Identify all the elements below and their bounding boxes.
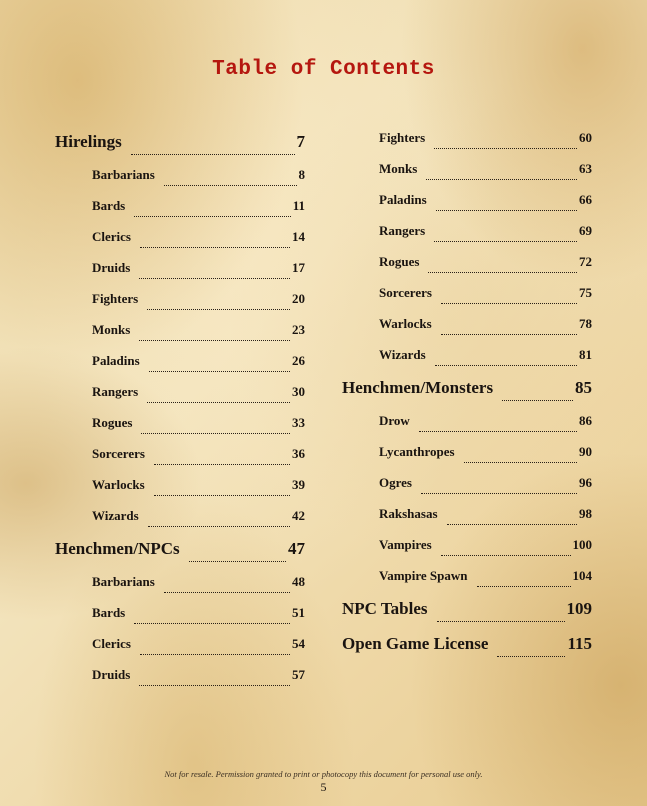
dot-leader xyxy=(419,431,577,432)
toc-entry-page-number: 8 xyxy=(298,167,305,182)
toc-entry-page-number: 78 xyxy=(579,316,592,331)
dot-leader xyxy=(497,656,565,657)
dot-leader xyxy=(428,272,577,273)
toc-subsection-entry[interactable] xyxy=(55,628,305,659)
toc-entry-page-number: 11 xyxy=(292,198,305,213)
toc-entry-page-number: 100 xyxy=(572,537,592,552)
toc-subsection-entry[interactable] xyxy=(342,467,592,498)
toc-entry-label: Barbarians xyxy=(92,167,155,182)
toc-subsection-entry[interactable] xyxy=(55,345,305,376)
toc-entry-label: Monks xyxy=(379,161,418,176)
dot-leader xyxy=(436,210,577,211)
toc-entry-page-number: 75 xyxy=(579,285,592,300)
toc-entry-page-number: 26 xyxy=(292,353,305,368)
toc-subsection-entry[interactable] xyxy=(342,529,592,560)
dot-leader xyxy=(134,623,290,624)
toc-entry-label: Paladins xyxy=(92,353,140,368)
toc-subsection-entry[interactable] xyxy=(342,308,592,339)
toc-entry-page-number: 7 xyxy=(296,132,305,151)
dot-leader xyxy=(477,586,571,587)
toc-subsection-entry[interactable] xyxy=(55,283,305,314)
toc-subsection-entry[interactable] xyxy=(55,597,305,628)
dot-leader xyxy=(147,402,290,403)
toc-entry-page-number: 33 xyxy=(292,415,305,430)
dot-leader xyxy=(154,464,290,465)
toc-entry-page-number: 54 xyxy=(292,636,305,651)
page-title: Table of Contents xyxy=(212,58,435,81)
toc-entry-label: Druids xyxy=(92,667,131,682)
toc-entry-label: Ogres xyxy=(379,475,412,490)
toc-entry-page-number: 109 xyxy=(566,599,592,618)
toc-entry-page-number: 85 xyxy=(575,378,592,397)
dot-leader xyxy=(148,526,290,527)
dot-leader xyxy=(154,495,290,496)
toc-entry-label: Hirelings xyxy=(55,132,122,151)
toc-entry-label: Vampire Spawn xyxy=(379,568,468,583)
toc-entry-label: Sorcerers xyxy=(379,285,432,300)
toc-entry-label: Sorcerers xyxy=(92,446,145,461)
toc-entry-page-number: 69 xyxy=(579,223,592,238)
toc-entry-page-number: 66 xyxy=(579,192,592,207)
toc-entry-label: Bards xyxy=(92,605,126,620)
toc-subsection-entry[interactable] xyxy=(342,277,592,308)
toc-entry-page-number: 90 xyxy=(579,444,592,459)
toc-subsection-entry[interactable] xyxy=(342,339,592,370)
toc-entry-page-number: 30 xyxy=(292,384,305,399)
toc-subsection-entry[interactable] xyxy=(342,405,592,436)
dot-leader xyxy=(502,400,573,401)
toc-section-entry[interactable] xyxy=(342,626,592,661)
toc-entry-label: Henchmen/NPCs xyxy=(55,539,180,558)
dot-leader xyxy=(464,462,577,463)
footer-note: Not for resale. Permission granted to print or photocopy this document for personal use only. xyxy=(164,769,483,779)
toc-entry-page-number: 72 xyxy=(579,254,592,269)
toc-subsection-entry[interactable] xyxy=(342,215,592,246)
toc-entry-page-number: 86 xyxy=(579,413,592,428)
toc-entry-label: Rogues xyxy=(379,254,420,269)
dot-leader xyxy=(164,592,290,593)
toc-entry-label: Rangers xyxy=(92,384,139,399)
toc-right-column xyxy=(342,122,592,661)
dot-leader xyxy=(426,179,577,180)
toc-entry-label: Wizards xyxy=(92,508,139,523)
dot-leader xyxy=(437,621,565,622)
dot-leader xyxy=(139,278,290,279)
toc-subsection-entry[interactable] xyxy=(55,221,305,252)
toc-entry-label: Clerics xyxy=(92,636,131,651)
dot-leader xyxy=(441,555,571,556)
dot-leader xyxy=(434,241,577,242)
toc-entry-label: Clerics xyxy=(92,229,131,244)
toc-subsection-entry[interactable] xyxy=(55,314,305,345)
toc-entry-label: Drow xyxy=(379,413,410,428)
toc-entry-page-number: 60 xyxy=(579,130,592,145)
toc-subsection-entry[interactable] xyxy=(55,252,305,283)
toc-subsection-entry[interactable] xyxy=(55,566,305,597)
toc-entry-page-number: 42 xyxy=(292,508,305,523)
toc-entry-label: Wizards xyxy=(379,347,426,362)
dot-leader xyxy=(441,334,577,335)
toc-entry-page-number: 36 xyxy=(292,446,305,461)
toc-entry-label: Open Game License xyxy=(342,634,489,653)
toc-entry-label: Fighters xyxy=(379,130,426,145)
toc-entry-page-number: 48 xyxy=(292,574,305,589)
toc-subsection-entry[interactable] xyxy=(342,153,592,184)
toc-entry-label: Rakshasas xyxy=(379,506,438,521)
toc-entry-label: Bards xyxy=(92,198,126,213)
toc-subsection-entry[interactable] xyxy=(55,376,305,407)
dot-leader xyxy=(140,247,290,248)
toc-entry-page-number: 57 xyxy=(292,667,305,682)
toc-subsection-entry[interactable] xyxy=(342,122,592,153)
toc-subsection-entry[interactable] xyxy=(55,190,305,221)
toc-entry-page-number: 96 xyxy=(579,475,592,490)
toc-subsection-entry[interactable] xyxy=(55,500,305,531)
toc-section-entry[interactable] xyxy=(342,370,592,405)
toc-section-entry[interactable] xyxy=(55,531,305,566)
toc-entry-label: Warlocks xyxy=(92,477,145,492)
dot-leader xyxy=(139,685,290,686)
toc-entry-label: Druids xyxy=(92,260,131,275)
dot-leader xyxy=(147,309,290,310)
dot-leader xyxy=(435,365,577,366)
toc-entry-page-number: 20 xyxy=(292,291,305,306)
toc-section-entry[interactable] xyxy=(55,124,305,159)
toc-entry-page-number: 98 xyxy=(579,506,592,521)
dot-leader xyxy=(189,561,286,562)
toc-subsection-entry[interactable] xyxy=(342,184,592,215)
toc-section-entry[interactable] xyxy=(342,591,592,626)
toc-entry-label: Paladins xyxy=(379,192,427,207)
toc-entry-label: Henchmen/Monsters xyxy=(342,378,494,397)
toc-entry-label: Warlocks xyxy=(379,316,432,331)
toc-entry-page-number: 104 xyxy=(572,568,592,583)
toc-subsection-entry[interactable] xyxy=(342,246,592,277)
toc-entry-page-number: 63 xyxy=(579,161,592,176)
dot-leader xyxy=(441,303,577,304)
toc-entry-label: Vampires xyxy=(379,537,432,552)
toc-entry-label: Monks xyxy=(92,322,131,337)
toc-entry-page-number: 39 xyxy=(292,477,305,492)
toc-subsection-entry[interactable] xyxy=(55,159,305,190)
dot-leader xyxy=(421,493,577,494)
toc-entry-label: Rogues xyxy=(92,415,133,430)
dot-leader xyxy=(140,654,290,655)
toc-entry-page-number: 81 xyxy=(579,347,592,362)
toc-subsection-entry[interactable] xyxy=(55,407,305,438)
dot-leader xyxy=(139,340,290,341)
dot-leader xyxy=(447,524,577,525)
toc-subsection-entry[interactable] xyxy=(55,438,305,469)
dot-leader xyxy=(164,185,297,186)
toc-entry-label: Rangers xyxy=(379,223,426,238)
dot-leader xyxy=(434,148,577,149)
toc-entry-page-number: 23 xyxy=(292,322,305,337)
dot-leader xyxy=(131,154,295,155)
toc-entry-label: NPC Tables xyxy=(342,599,428,618)
toc-entry-page-number: 47 xyxy=(288,539,305,558)
toc-entry-page-number: 14 xyxy=(292,229,305,244)
toc-subsection-entry[interactable] xyxy=(55,659,305,690)
toc-subsection-entry[interactable] xyxy=(55,469,305,500)
toc-left-column xyxy=(55,124,305,690)
toc-subsection-entry[interactable] xyxy=(342,498,592,529)
toc-entry-label: Barbarians xyxy=(92,574,155,589)
dot-leader xyxy=(149,371,290,372)
toc-entry-page-number: 51 xyxy=(292,605,305,620)
page-number: 5 xyxy=(320,780,327,794)
toc-entry-page-number: 115 xyxy=(567,634,592,653)
toc-subsection-entry[interactable] xyxy=(342,436,592,467)
dot-leader xyxy=(134,216,290,217)
toc-entry-page-number: 17 xyxy=(292,260,305,275)
dot-leader xyxy=(141,433,290,434)
toc-entry-label: Fighters xyxy=(92,291,139,306)
toc-subsection-entry[interactable] xyxy=(342,560,592,591)
toc-entry-label: Lycanthropes xyxy=(379,444,455,459)
